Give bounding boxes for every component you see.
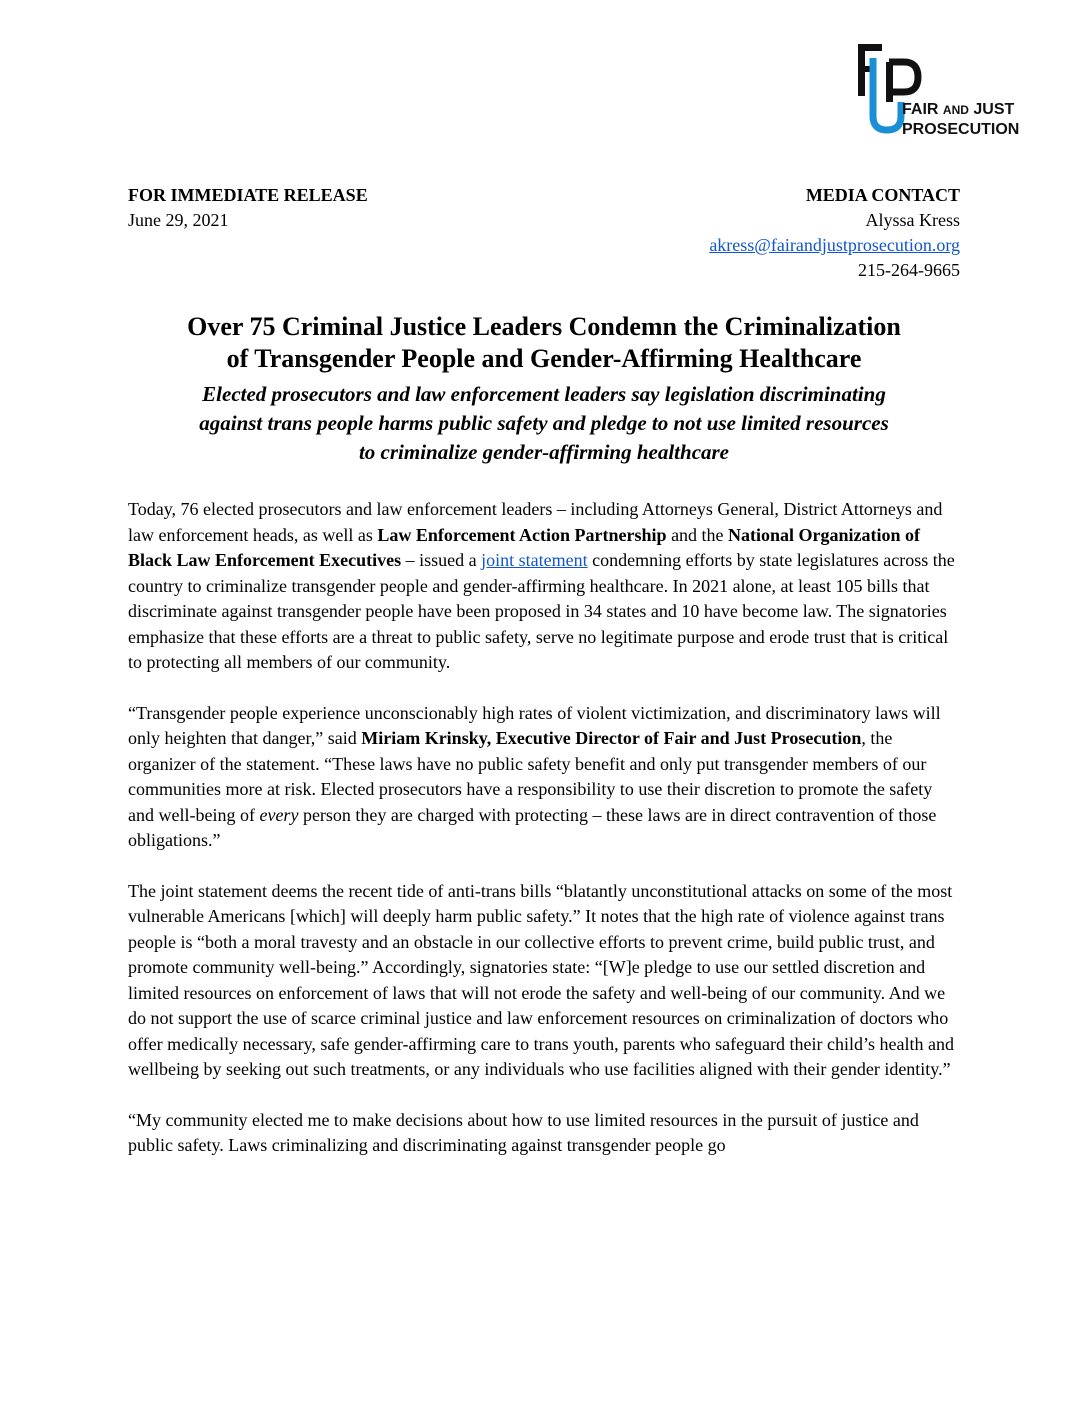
release-label: FOR IMMEDIATE RELEASE	[128, 185, 368, 205]
logo-word-and: AND	[942, 103, 969, 117]
p1-leap: Law Enforcement Action Partnership	[377, 524, 667, 545]
p2-text-a: “Transgender people experience unconscionably high rates of violent victimization, and discriminatory laws will only heighten that danger,” said	[128, 702, 941, 748]
paragraph-1	[128, 497, 960, 676]
subhead-line-2: against trans people harms public safety and pledge to not use limited resources	[199, 411, 889, 435]
contact-name: Alyssa Kress	[865, 210, 960, 230]
p1-nobleo: National Organization of Black Law Enforcement Executives	[128, 524, 921, 570]
release-date: June 29, 2021	[128, 210, 229, 230]
paragraph-2	[128, 701, 960, 854]
p2-speaker: Miriam Krinsky, Executive Director of Fair and Just Prosecution	[361, 728, 862, 748]
release-block	[128, 183, 368, 233]
article-body	[128, 497, 960, 1184]
p1-text-a: Today, 76 elected prosecutors and law enforcement leaders – including Attorneys General, District Attorneys and law enforcement heads, as well as	[128, 499, 943, 545]
fjp-logo	[858, 44, 1038, 154]
logo-word-prosecution: PROSECUTION	[902, 121, 1020, 138]
contact-phone: 215-264-9665	[858, 260, 960, 280]
subhead-line-1: Elected prosecutors and law enforcement leaders say legislation discriminating	[202, 382, 886, 406]
media-contact-block	[709, 183, 960, 283]
headline-line-1: Over 75 Criminal Justice Leaders Condemn the Criminalization	[187, 312, 901, 341]
logo-wordmark	[902, 100, 1019, 140]
p1-text-c: and the	[666, 524, 729, 545]
joint-statement-link[interactable]: joint statement	[481, 550, 588, 570]
subheadline	[128, 380, 960, 467]
p1-text-f: condemning efforts by state legislatures across the country to criminalize transgender people and gender-affirming healthcare. In 2021 alone, at least 105 bills that discriminate against transgender people have been proposed in 34 states and 10 have become law. The signatories emphasize that these efforts are a threat to public safety, serve no legitimate purpose and erode trust that is critical to protecting all members of our community.	[128, 550, 955, 672]
p2-text-c: , the organizer of the statement. “These laws have no public safety benefit and only put transgender members of our communities more at risk. Elected prosecutors have a responsibility to use their discretion to promote the safety and well-being of	[128, 728, 933, 825]
paragraph-4: “My community elected me to make decisions about how to use limited resources in the pursuit of justice and public safety. Laws criminalizing and discriminating against transgender people go	[128, 1109, 919, 1155]
p2-emphasis: every	[259, 804, 299, 825]
logo-word-just: JUST	[973, 101, 1015, 118]
logo-word-fair: FAIR	[902, 101, 939, 118]
media-contact-label: MEDIA CONTACT	[805, 185, 960, 205]
subhead-line-3: to criminalize gender-affirming healthcare	[358, 440, 730, 464]
contact-email-link[interactable]: akress@fairandjustprosecution.org	[709, 235, 960, 255]
paragraph-3: The joint statement deems the recent tide of anti-trans bills “blatantly unconstitutional attacks on some of the most vulnerable Americans [which] will deeply harm public safety.” It notes that the high rate of violence against trans people is “both a moral travesty and an obstacle in our collective efforts to prevent crime, build public trust, and promote community well-being.” Accordingly, signatories state: “[W]e pledge to use our settled discretion and limited resources on enforcement of laws that will not erode the safety and well-being of our community. And we do not support the use of scarce criminal justice and law enforcement resources on criminalization of doctors who offer medically necessary, safe gender-affirming care to trans youth, parents who safeguard their child’s health and wellbeing by seeking out such treatments, or any individuals who use facilities aligned with their gender identity.”	[128, 880, 954, 1079]
p1-text-e: – issued a	[401, 550, 482, 570]
p2-text-d: person they are charged with protecting – these laws are in direct contravention of those obligations.”	[128, 804, 937, 850]
headline-line-2: of Transgender People and Gender-Affirming Healthcare	[226, 344, 862, 373]
headline	[128, 311, 960, 375]
